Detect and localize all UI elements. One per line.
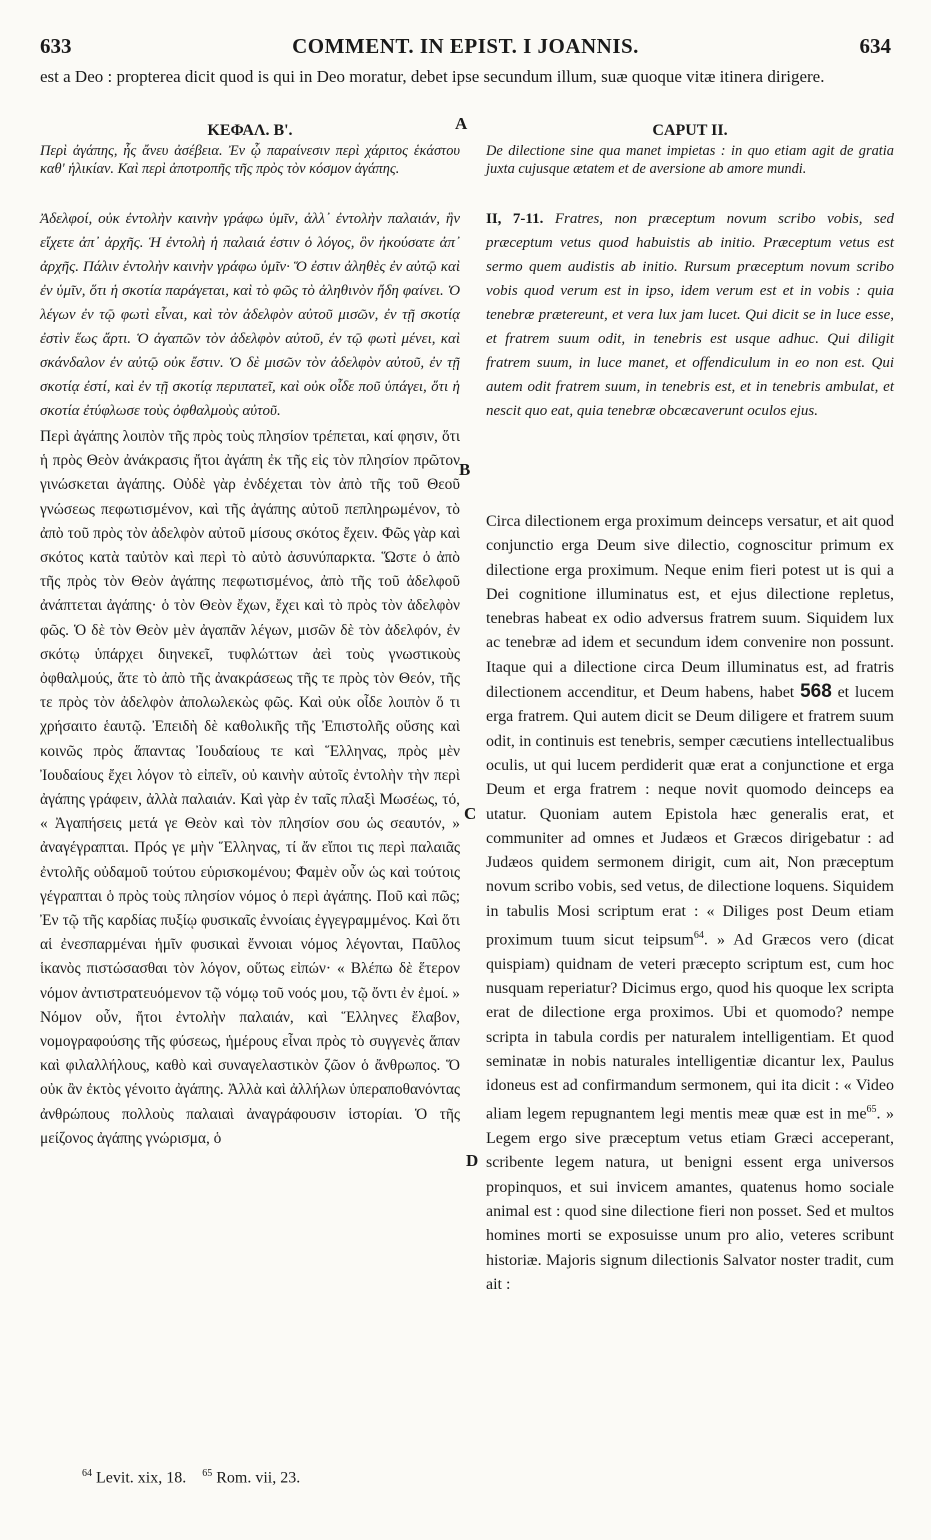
latin-chapter-summary: De dilectione sine qua manet impietas : in quo etiam agit de gratia juxta cujusque ætatem et de aversione ab amore mundi. [486, 143, 894, 177]
intro-paragraph: est a Deo : propterea dicit quod is qui in Deo moratur, debet ipse secundum illum, suæ quoque vitæ itinera dirigere. [40, 67, 825, 86]
greek-column [40, 118, 460, 1151]
page-header [40, 34, 891, 64]
footnote-64-text: Levit. xix, 18. [96, 1469, 187, 1487]
running-title: COMMENT. IN EPIST. I JOANNIS. [292, 34, 639, 58]
commentary-part-a: Circa dilectionem erga proximum deinceps versatur, et ait quod conjunctio erga Deum sive dilectio, cognoscitur primum ex dilectione erga proximum. Neque enim fieri potest ut is qui a Dei cognitione illuminatus est, et ejus dilectione repletus, tenebras habeat ex odio adversus fratrem suum. Siquidem lux ac tenebræ ad idem et secundum idem convenire non possunt. Itaque qui a dilectione circa Deum illuminatus est, ad fratris dilectionem accenditur, et Deum habens, habet [486, 513, 894, 702]
margin-marker-b: B [459, 460, 471, 479]
column-number: 568 [800, 681, 832, 703]
commentary-part-b: et lucem erga fratrem. Qui autem dicit se Deum diligere et fratrem suum odit, in continuis est tenebris, semper cæcutiens intellectualibus oculis, ut qui lucem perdiderit quæ erat a conjunctione et erga Deum et erga fratrem : neque novit quomodo deinceps ea utatur. Quoniam autem Epistola hæc generalis erat, et communiter ad omnes et Judæos et Græcos dirigebatur : ad Judæos quidem sermonem dirigit, cum ait, Non præceptum novum scribo vobis, sed vetus, de dilectione loquens. Siquidem in tabulis Mosi scriptum erat : « Diliges post Deum etiam proximum tuum sicut teipsum [486, 684, 895, 949]
greek-scripture-text: Ἀδελφοί, οὐκ ἐντολὴν καινὴν γράφω ὑμῖν, ἀλλ᾽ ἐντολὴν παλαιάν, ἣν εἴχετε ἀπ᾽ ἀρχῆς. Ἡ ἐντολὴ ἡ παλαιά ἐστιν ὁ λόγος, ὃν ἠκούσατε ἀπ᾽ ἀρχῆς. Πάλιν ἐντολὴν καινὴν γράφω ὑμῖν· Ὅ ἐστιν ἀληθὲς ἐν αὐτῷ καὶ ἐν ὑμῖν, ὅτι ἡ σκοτία παράγεται, καὶ τὸ φῶς τὸ ἀληθινὸν ἤδη φαίνει. Ὁ λέγων ἐν τῷ φωτὶ εἶναι, καὶ τὸν ἀδελφὸν αὐτοῦ μισῶν, ἐν τῇ σκοτίᾳ ἐστὶν ἕως ἄρτι. Ὁ ἀγαπῶν τὸν ἀδελφὸν αὐτοῦ, ἐν τῷ φωτὶ μένει, καὶ σκάνδαλον ἐν αὐτῷ οὐκ ἔστιν. Ὁ δὲ μισῶν τὸν ἀδελφὸν αὐτοῦ, ἐν τῇ σκοτίᾳ ἐστί, καὶ ἐν τῇ σκοτίᾳ περιπατεῖ, καὶ οὐκ οἶδε ποῦ ὑπάγει, ὅτι ἡ σκοτία ἐτύφλωσε τοὺς ὀφθαλμοὺς αὐτοῦ. [40, 211, 460, 419]
latin-column [486, 118, 895, 1293]
latin-verse-body: Fratres, non præceptum novum scribo vobis, sed præceptum vetus quod habuistis ab initio. Præceptum vetus est sermo quem audistis ab initio. Rursum præceptum novum scribo vobis quod verum est in ipso, idem verum est et in vobis : quia tenebræ prætereunt, et vera lux jam lucet. Qui dicit se in luce esse, et fratrem suum odit, in tenebris est usque adhuc. Qui diligit fratrem suum, in luce manet, et offendiculum in eo non est. Qui autem odit fratrem suum, in tenebris est, et in tenebris ambulat, et nescit quo eat, quia tenebræ obcæcaverunt oculos ejus. [486, 211, 895, 419]
footnote-65-mark: 65 [202, 1468, 213, 1479]
greek-commentary: Περὶ ἀγάπης λοιπὸν τῆς πρὸς τοὺς πλησίον τρέπεται, καί φησιν, ὅτι ἡ πρὸς Θεὸν ἀνάκρασις ἤτοι ἀγάπη ἐκ τῆς εἰς τὸν πλησίον πρῶτον γινώσκεται ἀγάπης. Οὐδὲ γὰρ ἐνδέχεται τὸν ἀπὸ τῆς τοῦ Θεοῦ γνώσεως πεφωτισμένον, καὶ τῆς ἀγάπης αὐτοῦ πεπληρωμένον, τὸ ἀπὸ τοῦ πρὸς τὸν ἀδελφὸν αὐτοῦ μίσους σκότος ἔχειν. Φῶς γὰρ καὶ σκότος κατὰ ταὐτὸν καὶ περὶ τὸ αὐτὸ ἀσυνύπαρκτα. Ὥστε ὁ ἀπὸ τῆς πρὸς τὸν Θεὸν ἀγάπης πεφωτισμένος, ἀπὸ τῆς τοῦ ἀδελφοῦ ἀνάπτεται ἀγάπης· ὁ τὸν Θεὸν ἔχων, ἔχει καὶ τὸ πρὸς τὸν ἀδελφὸν φῶς. Ὁ δὲ τὸν Θεὸν μὲν ἀγαπᾶν λέγων, μισῶν δὲ τὸν ἀδελφόν, ἐν σκότῳ ὑπάρχει διηνεκεῖ, τυφλώττων ἀεὶ τοὺς γνωστικοὺς ὀφθαλμούς, ἅτε τὸ ἀπὸ τῆς ἀνακράσεως τῆς τε πρὸς τὸν Θεόν, τῆς τε πρὸς τὸν ἀδελφὸν ἀπολωλεκὼς φῶς. Καὶ οὐκ οἶδε λοιπὸν ὅ τι χρήσαιτο ἑαυτῷ. Ἐπειδὴ δὲ καθολικῆς τῆς Ἐπιστολῆς οὔσης καὶ κοινῶς πρὸς ἅπαντας Ἰουδαίους τε καὶ Ἕλληνας, πρὸς μὲν Ἰουδαίους ἔχει λόγον τὸ εἰπεῖν, οὐ καινὴν αὐτοῖς ἐντολὴν τὴν περὶ ἀγάπης γράφειν, ἀλλὰ παλαιάν. Καὶ γὰρ ἐν ταῖς πλαξὶ Μωσέως, τό, « Ἀγαπήσεις μετά γε Θεὸν καὶ τὸν πλησίον σου ὡς σεαυτόν, » ἀναγέγραπται. Πρός γε μὴν Ἕλληνας, τί ἄν εἴποι τις περὶ παλαιᾶς ἐντολῆς οὐδαμοῦ τούτου εὑρισκομένου; Φαμὲν οὖν ὡς καὶ τούτοις γέγραπται ὁ πρὸς τοὺς πλησίον νόμος ὁ περὶ ἀγάπης. Ποῦ καὶ πῶς; Ἐν τῷ τῆς καρδίας πυξίῳ φυσικαῖς ἐννοίαις ἐγγεγραμμένος. Καὶ ὅτι αἱ ἐνεσπαρμέναι ἡμῖν φυσικαὶ ἔννοιαι νόμος λέγονται, Παῦλος ἱκανὸς πιστώσασθαι τὸν λόγον, οὕτως εἰπών· « Βλέπω δὲ ἕτερον νόμον ἀντιστρατευόμενον τῷ νόμῳ τοῦ νοός μου, τῷ ὄντι ἐν ἐμοί. » Νόμον οὖν, ἤτοι ἐντολὴν παλαιάν, καὶ Ἕλληνες ἔλαβον, νομογραφούσης τῆς φύσεως, ἡμέρους εἶναι πρὸς τὸ συγγενὲς ἅπαν καὶ φιλαλλήλους, καθὸ καὶ συναγελαστικὸν ζῶον ὁ ἄνθρωπος. Ὅ οὐκ ἂν ἐκτὸς γένοιτο ἀγάπης. Ἀλλὰ καὶ ἀλλήλων ὑπεραποθανόντας ἀνθρώπους πολλοὺς παλαιαὶ ἀναγράφουσιν ἱστορίαι. Ὁ τῆς μείζονος ἀγάπης γνώρισμα, ὁ [40, 428, 460, 1147]
greek-chapter-heading: ΚΕΦΑΛ. Β'. [207, 122, 293, 139]
page-number-right: 634 [859, 34, 891, 58]
footnote-mark-65: 65 [866, 1104, 877, 1116]
latin-scripture-text [486, 207, 894, 423]
margin-marker-a: A [455, 114, 468, 133]
latin-commentary [486, 510, 894, 1297]
page-number-left: 633 [40, 34, 72, 58]
footnote-64-mark: 64 [82, 1468, 92, 1479]
footnote-65-text: Rom. vii, 23. [216, 1469, 301, 1487]
verse-reference: II, 7-11. [486, 211, 544, 227]
greek-chapter-summary: Περὶ ἀγάπης, ἧς ἄνευ ἀσέβεια. Ἐν ᾧ παραίνεσιν περὶ χάριτος ἑκάστου καθ' ἡλικίαν. Καὶ περὶ ἀποτροπῆς τῆς πρὸς τὸν κόσμον ἀγάπης. [40, 143, 460, 177]
commentary-part-c: . » Ad Græcos vero (dicat quispiam) quidnam de veteri præcepto scriptum est, cum hoc nusquam reperiatur? Dicimus ergo, quod his quoque lex scripta erat de dilectione erga proximos. Ubi et quomodo? nempe scripta in tabula cordis per naturalem intelligentiam. Et quod seminatæ in nobis naturales intelligentiæ dicantur lex, Paulus idoneus est ad confirmandum sermonem, qui ita dicit : « Video aliam legem repugnantem legi mentis meæ quæ est in me [486, 931, 895, 1123]
footnotes [82, 1468, 300, 1487]
footnote-mark-64: 64 [693, 930, 704, 942]
margin-marker-d: D [466, 1151, 479, 1170]
margin-marker-c: C [464, 804, 477, 823]
commentary-part-d: . » Legem ergo sive præceptum vetus etiam Græci acceperant, scribente legem natura, ut benigni essent erga universos propinquos, et sui invicem amantes, quatenus homo sociale animal est : quod sine dilectione fieri non posset. Sed et multos homines morti se exposuisse unum pro alio, veteres scribunt historiæ. Majoris signum dilectionis Salvator noster tradit, cum ait : [486, 1105, 894, 1293]
latin-chapter-heading: CAPUT II. [652, 122, 728, 139]
